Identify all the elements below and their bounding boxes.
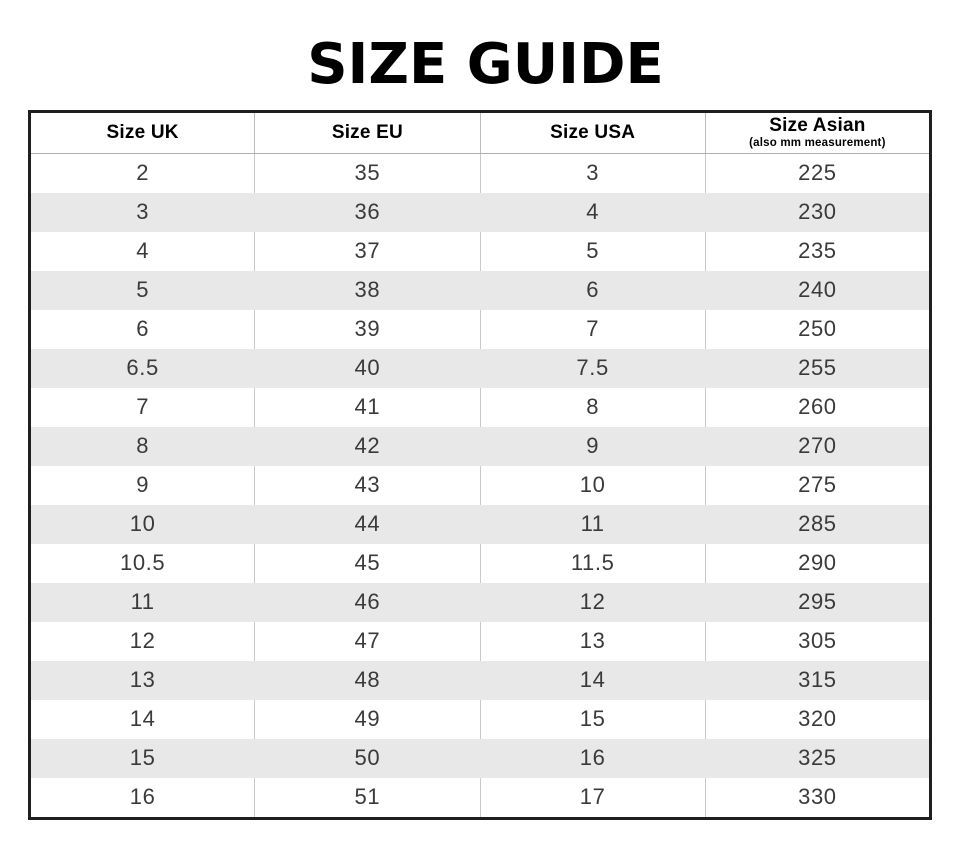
size-cell: 12 (30, 622, 255, 661)
table-row (30, 232, 931, 271)
size-cell: 37 (255, 232, 480, 271)
size-cell: 8 (136, 433, 150, 459)
size-cell: 250 (798, 316, 837, 342)
size-cell: 36 (354, 199, 381, 225)
column-header-size-eu (255, 111, 480, 153)
table-row (30, 153, 931, 193)
size-cell: 7 (30, 388, 255, 427)
size-cell: 3 (480, 153, 705, 193)
column-header-label: Size UK (106, 121, 179, 143)
size-cell: 11.5 (480, 544, 705, 583)
size-cell: 50 (354, 745, 381, 771)
table-row (30, 622, 931, 661)
column-header-label: Size EU (331, 121, 403, 143)
column-header-size-asian (705, 111, 930, 153)
size-cell: 325 (798, 745, 837, 771)
size-cell: 48 (354, 667, 381, 693)
table-row (30, 349, 931, 388)
table-row (30, 778, 931, 819)
size-cell: 10.5 (30, 544, 255, 583)
size-cell: 15 (480, 700, 705, 739)
size-cell: 10 (480, 466, 705, 505)
size-cell: 39 (255, 310, 480, 349)
size-cell: 11 (130, 589, 155, 615)
size-cell: 44 (354, 511, 381, 537)
size-cell: 285 (798, 511, 837, 537)
size-cell: 5 (480, 232, 705, 271)
column-header-size-usa (480, 111, 705, 153)
table-row (30, 466, 931, 505)
table-row (30, 193, 931, 232)
size-cell: 40 (354, 355, 381, 381)
table-body (30, 153, 931, 818)
size-cell: 16 (579, 745, 606, 771)
size-cell: 315 (798, 667, 837, 693)
size-cell: 42 (354, 433, 381, 459)
size-cell: 35 (255, 153, 480, 193)
table-row (30, 505, 931, 544)
size-cell: 8 (480, 388, 705, 427)
size-cell: 235 (798, 238, 837, 264)
size-cell: 5 (136, 277, 150, 303)
size-cell: 4 (586, 199, 600, 225)
column-header-label: Size USA (550, 121, 636, 143)
size-cell: 51 (255, 778, 480, 819)
size-cell: 6 (586, 277, 600, 303)
size-cell: 225 (798, 160, 837, 186)
table-row (30, 427, 931, 466)
table-row (30, 544, 931, 583)
size-cell: 17 (480, 778, 705, 819)
size-cell: 47 (255, 622, 480, 661)
header-row (30, 111, 931, 153)
size-cell: 2 (30, 153, 255, 193)
table-row (30, 661, 931, 700)
size-cell: 4 (30, 232, 255, 271)
size-cell: 7 (480, 310, 705, 349)
column-header-size-uk (30, 111, 255, 153)
size-cell: 230 (798, 199, 837, 225)
table-header (30, 111, 931, 153)
size-cell: 12 (579, 589, 606, 615)
column-header-label: Size Asian (769, 115, 866, 137)
size-cell: 15 (129, 745, 156, 771)
size-cell: 6.5 (126, 355, 159, 381)
size-cell: 41 (255, 388, 480, 427)
size-cell: 3 (136, 199, 150, 225)
size-cell: 38 (354, 277, 381, 303)
table-row (30, 700, 931, 739)
size-cell: 13 (480, 622, 705, 661)
size-cell: 43 (255, 466, 480, 505)
size-cell: 9 (30, 466, 255, 505)
column-header-sublabel: (also mm measurement) (749, 137, 886, 150)
size-cell: 9 (586, 433, 600, 459)
size-cell: 6 (30, 310, 255, 349)
table-row (30, 583, 931, 622)
size-cell: 255 (798, 355, 837, 381)
size-cell: 46 (354, 589, 381, 615)
table-row (30, 739, 931, 778)
size-cell: 290 (798, 550, 837, 576)
size-cell: 7.5 (576, 355, 609, 381)
size-guide-table (28, 110, 932, 820)
size-cell: 240 (798, 277, 837, 303)
size-cell: 275 (798, 472, 837, 498)
size-cell: 49 (255, 700, 480, 739)
size-cell: 45 (255, 544, 480, 583)
size-cell: 305 (798, 628, 837, 654)
size-cell: 14 (579, 667, 606, 693)
table-row (30, 271, 931, 310)
size-cell: 295 (798, 589, 837, 615)
size-cell: 14 (30, 700, 255, 739)
size-cell: 260 (798, 394, 837, 420)
size-cell: 10 (129, 511, 156, 537)
size-cell: 330 (798, 784, 837, 810)
size-cell: 320 (798, 706, 837, 732)
size-cell: 11 (580, 511, 605, 537)
size-cell: 13 (129, 667, 156, 693)
size-cell: 16 (30, 778, 255, 819)
page-title: SIZE GUIDE (307, 32, 664, 97)
table-row (30, 388, 931, 427)
size-cell: 270 (798, 433, 837, 459)
table-row (30, 310, 931, 349)
